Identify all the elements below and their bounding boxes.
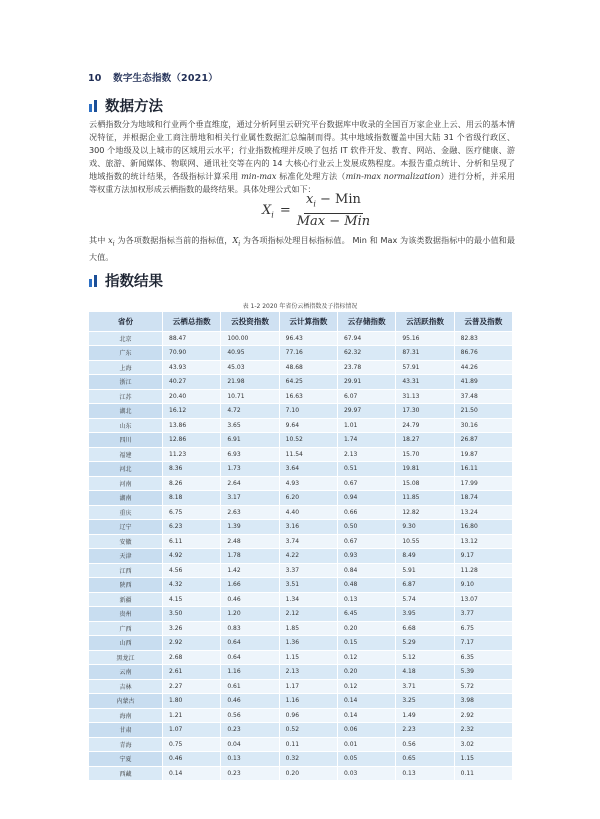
province-cell: 辽宁 [89, 520, 163, 535]
value-cell: 3.64 [280, 462, 338, 477]
value-cell: 23.78 [338, 361, 396, 376]
table-row [89, 433, 513, 448]
section-marker-icon [89, 275, 97, 287]
value-cell: 3.71 [396, 680, 454, 695]
value-cell: 4.15 [163, 593, 221, 608]
value-cell: 5.72 [455, 680, 513, 695]
province-cell: 河南 [89, 477, 163, 492]
province-cell: 江西 [89, 564, 163, 579]
value-cell: 0.13 [396, 767, 454, 782]
value-cell: 0.64 [221, 636, 279, 651]
value-cell: 11.28 [455, 564, 513, 579]
table-row [89, 738, 513, 753]
value-cell: 1.80 [163, 694, 221, 709]
table-row [89, 636, 513, 651]
value-cell: 9.17 [455, 549, 513, 564]
text-run: 云栖指数分为地域和行业两个垂直维度，通过分析阿里云研究平台数据库中收录的全国百万家企业上云、用云的基本情况特征，并根据企业工商注册地和相关行业属性数据汇总编制而得。其中地域指数覆盖中国大陆 31 个省级行政区、300 个地级及以上城市的区域用云水平；行业指数梳理并反映了包括 IT 软件开发、教育、网站、金融、医疗健康、游戏、旅游、新闻媒体、物联网、通讯社交等在内的 14 大核心行业云上发展成熟程度。本报告重点统计、分析和呈现了地域指数的统计结果，各级指标计算采用 [89, 119, 515, 182]
value-cell: 0.46 [221, 694, 279, 709]
table-row [89, 564, 513, 579]
section-marker-icon [89, 100, 97, 112]
value-cell: 6.87 [396, 578, 454, 593]
book-title: 数字生态指数（2021） [113, 73, 218, 84]
table-row [89, 549, 513, 564]
province-cell: 广东 [89, 346, 163, 361]
value-cell: 16.80 [455, 520, 513, 535]
value-cell: 2.64 [221, 477, 279, 492]
province-cell: 重庆 [89, 506, 163, 521]
value-cell: 0.67 [338, 535, 396, 550]
running-header [88, 70, 218, 84]
value-cell: 3.98 [455, 694, 513, 709]
table-caption: 表 1-2 2020 年省份云栖指数及子指标情况 [242, 303, 358, 310]
value-cell: 1.07 [163, 723, 221, 738]
value-cell: 4.56 [163, 564, 221, 579]
table-header-row [89, 312, 513, 332]
value-cell: 0.12 [338, 651, 396, 666]
value-cell: 12.86 [163, 433, 221, 448]
value-cell: 24.79 [396, 419, 454, 434]
value-cell: 3.95 [396, 607, 454, 622]
value-cell: 15.08 [396, 477, 454, 492]
value-cell: 18.74 [455, 491, 513, 506]
value-cell: 0.03 [338, 767, 396, 782]
value-cell: 95.16 [396, 332, 454, 347]
value-cell: 8.49 [396, 549, 454, 564]
value-cell: 3.37 [280, 564, 338, 579]
value-cell: 2.61 [163, 665, 221, 680]
text-run: 其中 [89, 235, 109, 245]
value-cell: 13.86 [163, 419, 221, 434]
value-cell: 6.11 [163, 535, 221, 550]
value-cell: 8.26 [163, 477, 221, 492]
value-cell: 1.39 [221, 520, 279, 535]
value-cell: 12.82 [396, 506, 454, 521]
text-run: i [238, 240, 241, 248]
value-cell: 1.49 [396, 709, 454, 724]
value-cell: 0.11 [455, 767, 513, 782]
value-cell: 1.66 [221, 578, 279, 593]
value-cell: 43.31 [396, 375, 454, 390]
province-cell: 湖北 [89, 404, 163, 419]
province-cell: 内蒙古 [89, 694, 163, 709]
value-cell: 2.13 [338, 448, 396, 463]
value-cell: 4.93 [280, 477, 338, 492]
value-cell: 2.13 [280, 665, 338, 680]
column-header: 云计算指数 [280, 312, 338, 332]
value-cell: 4.92 [163, 549, 221, 564]
value-cell: 0.56 [221, 709, 279, 724]
value-cell: 0.66 [338, 506, 396, 521]
value-cell: 11.23 [163, 448, 221, 463]
value-cell: 0.48 [338, 578, 396, 593]
column-header: 云栖总指数 [163, 312, 221, 332]
value-cell: 10.55 [396, 535, 454, 550]
value-cell: 64.25 [280, 375, 338, 390]
value-cell: 21.50 [455, 404, 513, 419]
value-cell: 2.63 [221, 506, 279, 521]
value-cell: 4.32 [163, 578, 221, 593]
value-cell: 2.68 [163, 651, 221, 666]
value-cell: 4.40 [280, 506, 338, 521]
value-cell: 1.85 [280, 622, 338, 637]
value-cell: 87.31 [396, 346, 454, 361]
value-cell: 0.23 [221, 767, 279, 782]
column-header: 省份 [89, 312, 163, 332]
column-header: 云存储指数 [338, 312, 396, 332]
column-header: 云普及指数 [455, 312, 513, 332]
value-cell: 1.74 [338, 433, 396, 448]
text-run: min-max normalization [345, 171, 441, 182]
value-cell: 3.74 [280, 535, 338, 550]
value-cell: 0.52 [280, 723, 338, 738]
value-cell: 7.10 [280, 404, 338, 419]
value-cell: 57.91 [396, 361, 454, 376]
value-cell: 11.54 [280, 448, 338, 463]
value-cell: 3.02 [455, 738, 513, 753]
value-cell: 6.23 [163, 520, 221, 535]
value-cell: 4.18 [396, 665, 454, 680]
value-cell: 70.90 [163, 346, 221, 361]
value-cell: 1.78 [221, 549, 279, 564]
table-row [89, 375, 513, 390]
value-cell: 41.89 [455, 375, 513, 390]
province-cell: 吉林 [89, 680, 163, 695]
formula-explanation-paragraph [89, 234, 515, 264]
value-cell: 100.00 [221, 332, 279, 347]
formula-lhs: $X_i$ [262, 202, 274, 220]
value-cell: 0.67 [338, 477, 396, 492]
value-cell: 19.81 [396, 462, 454, 477]
table-row [89, 491, 513, 506]
table-row [89, 622, 513, 637]
value-cell: 3.16 [280, 520, 338, 535]
value-cell: 88.47 [163, 332, 221, 347]
column-header: 云活跃指数 [396, 312, 454, 332]
province-cell: 湖南 [89, 491, 163, 506]
value-cell: 37.48 [455, 390, 513, 405]
value-cell: 45.03 [221, 361, 279, 376]
value-cell: 0.06 [338, 723, 396, 738]
value-cell: 8.18 [163, 491, 221, 506]
table-row [89, 694, 513, 709]
value-cell: 3.50 [163, 607, 221, 622]
value-cell: 5.91 [396, 564, 454, 579]
value-cell: 3.25 [396, 694, 454, 709]
value-cell: 1.42 [221, 564, 279, 579]
value-cell: 0.20 [280, 767, 338, 782]
value-cell: 82.83 [455, 332, 513, 347]
table-row [89, 477, 513, 492]
formula-numerator: $x_i$ − Min [304, 193, 363, 214]
value-cell: 3.17 [221, 491, 279, 506]
value-cell: 0.83 [221, 622, 279, 637]
value-cell: 1.20 [221, 607, 279, 622]
province-cell: 新疆 [89, 593, 163, 608]
value-cell: 6.07 [338, 390, 396, 405]
province-cell: 山东 [89, 419, 163, 434]
table-row [89, 332, 513, 347]
value-cell: 0.96 [280, 709, 338, 724]
value-cell: 2.12 [280, 607, 338, 622]
table-row [89, 665, 513, 680]
value-cell: 1.16 [280, 694, 338, 709]
value-cell: 17.99 [455, 477, 513, 492]
value-cell: 0.20 [338, 622, 396, 637]
province-cell: 宁夏 [89, 752, 163, 767]
text-run: 为各项数据指标当前的指标值， [114, 235, 233, 245]
value-cell: 5.39 [455, 665, 513, 680]
value-cell: 0.05 [338, 752, 396, 767]
column-header: 云投资指数 [221, 312, 279, 332]
province-cell: 西藏 [89, 767, 163, 782]
value-cell: 2.48 [221, 535, 279, 550]
section-title-methods [89, 95, 163, 116]
value-cell: 6.68 [396, 622, 454, 637]
province-cell: 上海 [89, 361, 163, 376]
province-cell: 四川 [89, 433, 163, 448]
value-cell: 0.14 [163, 767, 221, 782]
value-cell: 0.61 [221, 680, 279, 695]
value-cell: 15.70 [396, 448, 454, 463]
value-cell: 77.16 [280, 346, 338, 361]
value-cell: 29.97 [338, 404, 396, 419]
table-body [89, 332, 513, 782]
table-row [89, 448, 513, 463]
province-index-table [89, 312, 513, 781]
value-cell: 6.20 [280, 491, 338, 506]
province-cell: 黑龙江 [89, 651, 163, 666]
value-cell: 6.91 [221, 433, 279, 448]
value-cell: 0.50 [338, 520, 396, 535]
value-cell: 16.11 [455, 462, 513, 477]
value-cell: 8.36 [163, 462, 221, 477]
table-row [89, 535, 513, 550]
value-cell: 0.64 [221, 651, 279, 666]
province-cell: 河北 [89, 462, 163, 477]
province-cell: 贵州 [89, 607, 163, 622]
value-cell: 2.27 [163, 680, 221, 695]
text-run: 为各项指标处理目标指标值。 Min 和 Max 为该类数据指标中的最小值和最大值。 [89, 235, 515, 262]
table-row [89, 361, 513, 376]
value-cell: 0.13 [221, 752, 279, 767]
province-cell: 甘肃 [89, 723, 163, 738]
value-cell: 6.75 [163, 506, 221, 521]
value-cell: 1.16 [221, 665, 279, 680]
value-cell: 0.32 [280, 752, 338, 767]
value-cell: 10.52 [280, 433, 338, 448]
value-cell: 0.11 [280, 738, 338, 753]
value-cell: 0.46 [163, 752, 221, 767]
table-row [89, 651, 513, 666]
value-cell: 2.92 [163, 636, 221, 651]
table-row [89, 506, 513, 521]
table-row [89, 520, 513, 535]
table-row [89, 462, 513, 477]
value-cell: 6.45 [338, 607, 396, 622]
province-cell: 安徽 [89, 535, 163, 550]
value-cell: 0.75 [163, 738, 221, 753]
value-cell: 0.23 [221, 723, 279, 738]
value-cell: 6.93 [221, 448, 279, 463]
text-run: 标准化处理方法（ [276, 171, 346, 182]
normalization-formula [262, 193, 370, 229]
value-cell: 0.14 [338, 694, 396, 709]
value-cell: 1.15 [455, 752, 513, 767]
text-run: min-max [241, 171, 277, 182]
province-cell: 广西 [89, 622, 163, 637]
value-cell: 11.85 [396, 491, 454, 506]
value-cell: 1.15 [280, 651, 338, 666]
value-cell: 0.13 [338, 593, 396, 608]
value-cell: 40.27 [163, 375, 221, 390]
province-cell: 陕西 [89, 578, 163, 593]
value-cell: 1.73 [221, 462, 279, 477]
formula-denominator: Max − Min [296, 213, 371, 229]
value-cell: 6.35 [455, 651, 513, 666]
table-row [89, 767, 513, 782]
formula-equals: = [279, 203, 291, 219]
value-cell: 0.04 [221, 738, 279, 753]
value-cell: 30.16 [455, 419, 513, 434]
value-cell: 43.93 [163, 361, 221, 376]
value-cell: 0.20 [338, 665, 396, 680]
table-row [89, 346, 513, 361]
value-cell: 3.51 [280, 578, 338, 593]
table-row [89, 607, 513, 622]
value-cell: 7.17 [455, 636, 513, 651]
value-cell: 29.91 [338, 375, 396, 390]
table-row [89, 593, 513, 608]
value-cell: 5.74 [396, 593, 454, 608]
value-cell: 0.15 [338, 636, 396, 651]
section-title-results [89, 270, 163, 291]
value-cell: 0.56 [396, 738, 454, 753]
section-title-text: 数据方法 [105, 99, 163, 115]
value-cell: 21.98 [221, 375, 279, 390]
value-cell: 0.01 [338, 738, 396, 753]
province-cell: 云南 [89, 665, 163, 680]
value-cell: 2.23 [396, 723, 454, 738]
value-cell: 4.72 [221, 404, 279, 419]
province-cell: 青海 [89, 738, 163, 753]
value-cell: 6.75 [455, 622, 513, 637]
value-cell: 0.46 [221, 593, 279, 608]
formula-fraction [297, 193, 370, 229]
value-cell: 4.22 [280, 549, 338, 564]
table-row [89, 404, 513, 419]
table-row [89, 390, 513, 405]
value-cell: 0.51 [338, 462, 396, 477]
value-cell: 1.34 [280, 593, 338, 608]
table-row [89, 723, 513, 738]
section-title-text: 指数结果 [105, 274, 163, 290]
text-run: i [112, 240, 115, 248]
province-cell: 江苏 [89, 390, 163, 405]
value-cell: 3.26 [163, 622, 221, 637]
value-cell: 86.76 [455, 346, 513, 361]
value-cell: 16.63 [280, 390, 338, 405]
value-cell: 0.93 [338, 549, 396, 564]
value-cell: 44.26 [455, 361, 513, 376]
value-cell: 13.12 [455, 535, 513, 550]
table-row [89, 419, 513, 434]
value-cell: 1.17 [280, 680, 338, 695]
value-cell: 40.95 [221, 346, 279, 361]
value-cell: 5.12 [396, 651, 454, 666]
province-cell: 海南 [89, 709, 163, 724]
value-cell: 13.07 [455, 593, 513, 608]
province-cell: 天津 [89, 549, 163, 564]
table-row [89, 752, 513, 767]
value-cell: 96.43 [280, 332, 338, 347]
value-cell: 3.65 [221, 419, 279, 434]
value-cell: 13.24 [455, 506, 513, 521]
page-number: 10 [88, 73, 102, 84]
province-cell: 浙江 [89, 375, 163, 390]
value-cell: 5.29 [396, 636, 454, 651]
table-row [89, 578, 513, 593]
value-cell: 1.36 [280, 636, 338, 651]
value-cell: 20.40 [163, 390, 221, 405]
value-cell: 2.92 [455, 709, 513, 724]
value-cell: 0.14 [338, 709, 396, 724]
table-row [89, 680, 513, 695]
value-cell: 9.64 [280, 419, 338, 434]
value-cell: 1.01 [338, 419, 396, 434]
value-cell: 9.30 [396, 520, 454, 535]
value-cell: 10.71 [221, 390, 279, 405]
text-run: X [232, 235, 239, 245]
value-cell: 18.27 [396, 433, 454, 448]
value-cell: 16.12 [163, 404, 221, 419]
methods-paragraph [89, 118, 515, 197]
value-cell: 3.77 [455, 607, 513, 622]
province-cell: 福建 [89, 448, 163, 463]
value-cell: 9.10 [455, 578, 513, 593]
value-cell: 0.12 [338, 680, 396, 695]
value-cell: 1.21 [163, 709, 221, 724]
value-cell: 31.13 [396, 390, 454, 405]
value-cell: 19.87 [455, 448, 513, 463]
province-cell: 北京 [89, 332, 163, 347]
table-row [89, 709, 513, 724]
text-run: x [108, 235, 113, 245]
text-run: ）进行分析，并采用等权重方法加权形成云栖指数的最终结果。具体处理公式如下： [89, 171, 515, 195]
value-cell: 62.32 [338, 346, 396, 361]
value-cell: 0.84 [338, 564, 396, 579]
value-cell: 2.32 [455, 723, 513, 738]
value-cell: 17.30 [396, 404, 454, 419]
value-cell: 0.94 [338, 491, 396, 506]
value-cell: 0.65 [396, 752, 454, 767]
value-cell: 48.68 [280, 361, 338, 376]
province-cell: 山西 [89, 636, 163, 651]
value-cell: 26.87 [455, 433, 513, 448]
value-cell: 67.94 [338, 332, 396, 347]
